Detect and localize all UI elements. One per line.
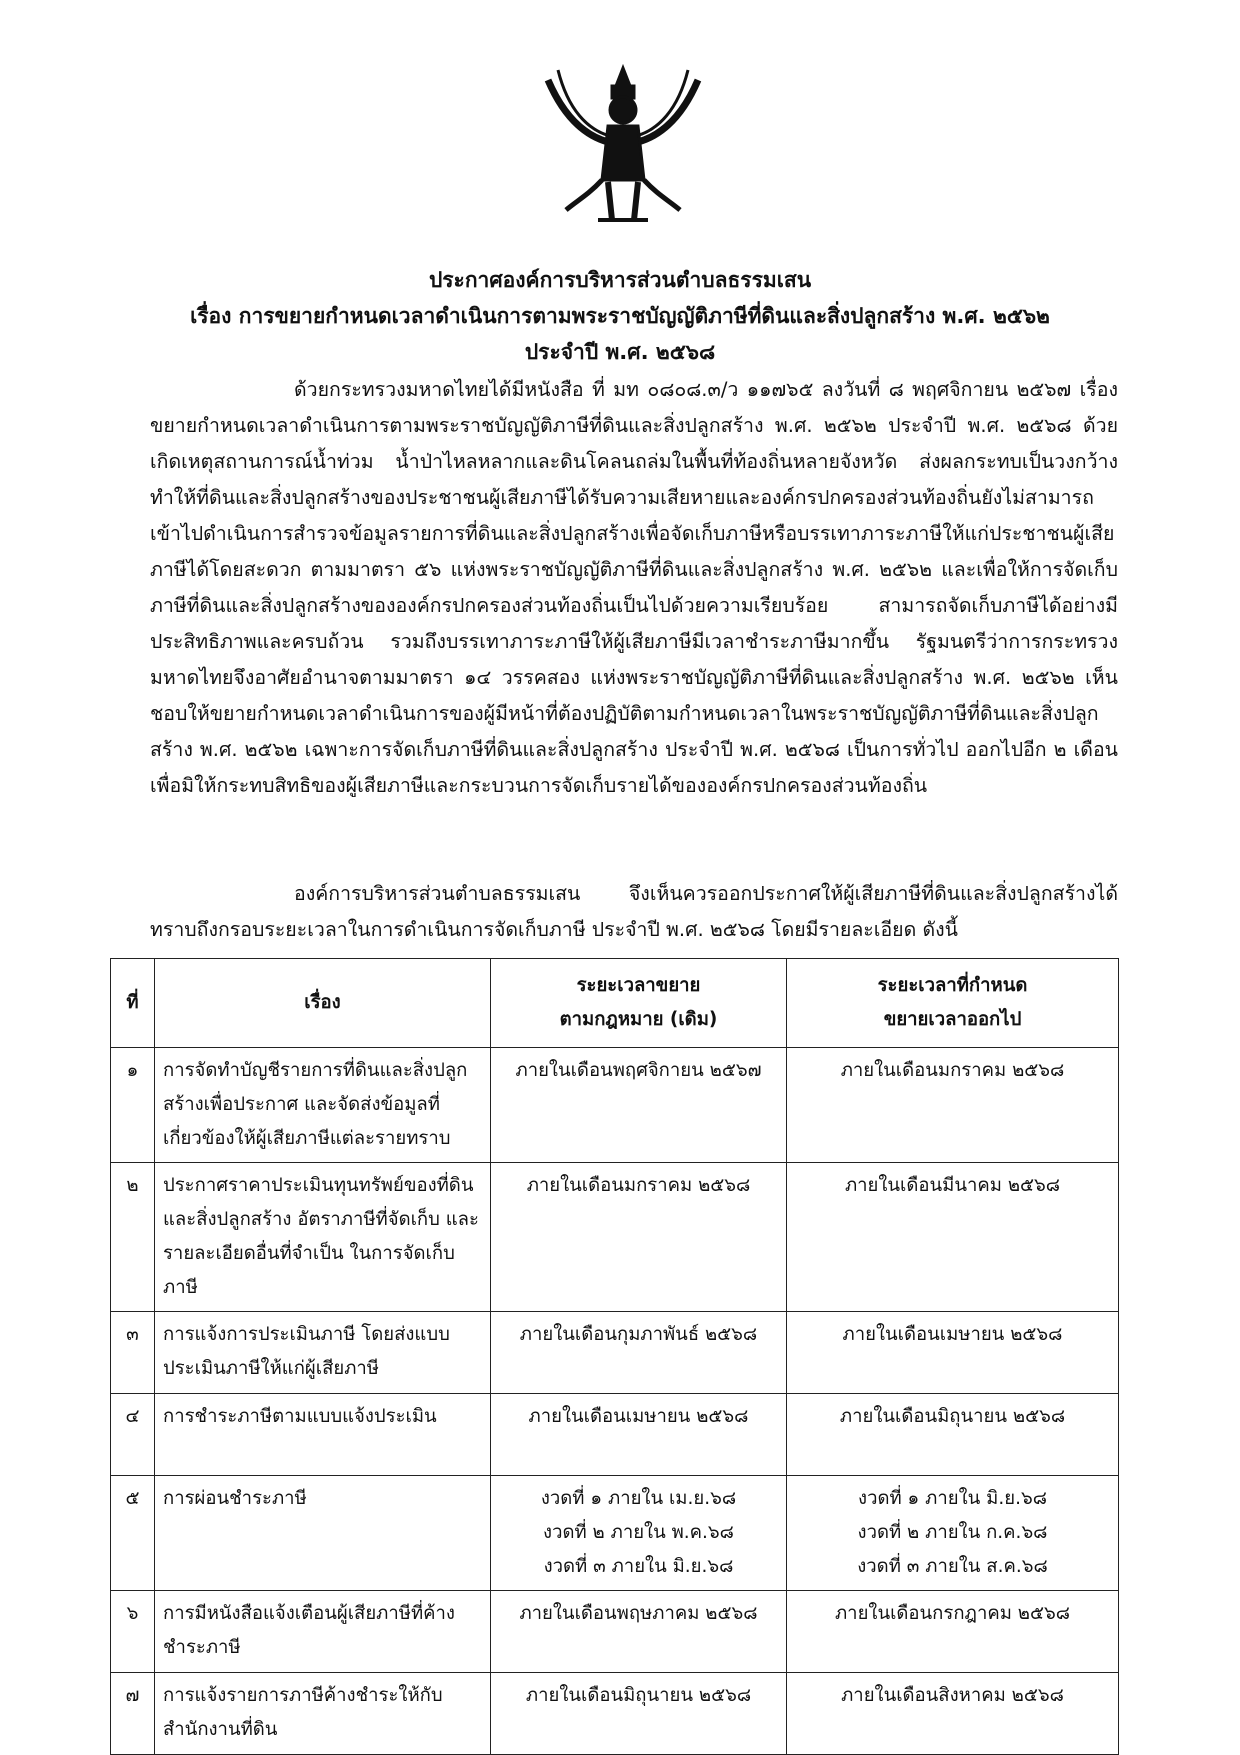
- garuda-emblem-icon: [528, 60, 718, 230]
- row-subject: การแจ้งรายการภาษีค้างชำระให้กับสำนักงานที่ดิน: [155, 1673, 491, 1755]
- row-new-period: ภายในเดือนสิงหาคม ๒๕๖๘: [787, 1673, 1119, 1755]
- row-new-period: ภายในเดือนมีนาคม ๒๕๖๘: [787, 1163, 1119, 1312]
- table-header-row: [111, 959, 1119, 1048]
- row-subject: การจัดทำบัญชีรายการที่ดินและสิ่งปลูกสร้างเพื่อประกาศ และจัดส่งข้อมูลที่เกี่ยวข้องให้ผู้เสียภาษีแต่ละรายทราบ: [155, 1048, 491, 1163]
- title-line-3: ประจำปี พ.ศ. ๒๕๖๘: [524, 340, 716, 364]
- header-old-line-1: ระยะเวลาขยาย: [576, 975, 701, 996]
- row-subject: การมีหนังสือแจ้งเตือนผู้เสียภาษีที่ค้างชำระภาษี: [155, 1591, 491, 1673]
- row-no: ๕: [111, 1476, 155, 1591]
- header-new-period: [787, 959, 1119, 1048]
- title-line-1: ประกาศองค์การบริหารส่วนตำบลธรรมเสน: [428, 268, 812, 292]
- paragraph-1-text: ด้วยกระทรวงมหาดไทยได้มีหนังสือ ที่ มท ๐๘๐๘.๓/ว ๑๑๗๖๕ ลงวันที่ ๘ พฤศจิกายน ๒๕๖๗ เรื่อง ขยายกำหนดเวลาดำเนินการตามพระราชบัญญัติภาษีที่ดินและสิ่งปลูกสร้าง พ.ศ. ๒๕๖๒ ประจำปี พ.ศ. ๒๕๖๘ ด้วยเกิดเหตุสถานการณ์น้ำท่วม น้ำป่าไหลหลากและดินโคลนถล่มในพื้นที่ท้องถิ่นหลายจังหวัด ส่งผลกระทบเป็นวงกว้างทำให้ที่ดินและสิ่งปลูกสร้างของประชาชนผู้เสียภาษีได้รับความเสียหายและองค์กรปกครองส่วนท้องถิ่นยังไม่สามารถเข้าไปดำเนินการสำรวจข้อมูลรายการที่ดินและสิ่งปลูกสร้างเพื่อจัดเก็บภาษีหรือบรรเทาภาระภาษีให้แก่ประชาชนผู้เสียภาษีได้โดยสะดวก ตามมาตรา ๕๖ แห่งพระราชบัญญัติภาษีที่ดินและสิ่งปลูกสร้าง พ.ศ. ๒๕๖๒ และเพื่อให้การจัดเก็บภาษีที่ดินและสิ่งปลูกสร้างขององค์กรปกครองส่วนท้องถิ่นเป็นไปด้วยความเรียบร้อย สามารถจัดเก็บภาษีได้อย่างมีประสิทธิภาพและครบถ้วน รวมถึงบรรเทาภาระภาษีให้ผู้เสียภาษีมีเวลาชำระภาษีมากขึ้น รัฐมนตรีว่าการกระทรวงมหาดไทยจึงอาศัยอำนาจตามมาตรา ๑๔ วรรคสอง แห่งพระราชบัญญัติภาษีที่ดินและสิ่งปลูกสร้าง พ.ศ. ๒๕๖๒ เห็นชอบให้ขยายกำหนดเวลาดำเนินการของผู้มีหน้าที่ต้องปฏิบัติตามกำหนดเวลาในพระราชบัญญัติภาษีที่ดินและสิ่งปลูกสร้าง พ.ศ. ๒๕๖๒ เฉพาะการจัดเก็บภาษีที่ดินและสิ่งปลูกสร้าง ประจำปี พ.ศ. ๒๕๖๘ เป็นการทั่วไป ออกไปอีก ๒ เดือน เพื่อมิให้กระทบสิทธิของผู้เสียภาษีและกระบวนการจัดเก็บรายได้ขององค์กรปกครองส่วนท้องถิ่น: [150, 378, 1118, 797]
- body-paragraph-2: [150, 876, 1118, 948]
- row-no: ๓: [111, 1312, 155, 1394]
- schedule-table: [110, 958, 1119, 1755]
- row-subject: การแจ้งการประเมินภาษี โดยส่งแบบประเมินภาษีให้แก่ผู้เสียภาษี: [155, 1312, 491, 1394]
- row-old-period: ภายในเดือนมิถุนายน ๒๕๖๘: [491, 1673, 787, 1755]
- header-new-line-2: ขยายเวลาออกไป: [883, 1009, 1022, 1030]
- row-no: ๖: [111, 1591, 155, 1673]
- row-old-period: [491, 1476, 787, 1591]
- row-no: ๒: [111, 1163, 155, 1312]
- row-old-period: ภายในเดือนมกราคม ๒๕๖๘: [491, 1163, 787, 1312]
- table-row: [111, 1048, 1119, 1163]
- row-new-period: ภายในเดือนกรกฎาคม ๒๕๖๘: [787, 1591, 1119, 1673]
- row-no: ๔: [111, 1394, 155, 1476]
- installment-new-1: งวดที่ ๑ ภายใน มิ.ย.๖๘: [858, 1488, 1047, 1509]
- title-line-2: เรื่อง การขยายกำหนดเวลาดำเนินการตามพระราชบัญญัติภาษีที่ดินและสิ่งปลูกสร้าง พ.ศ. ๒๕๖๒: [190, 304, 1050, 328]
- header-old-line-2: ตามกฎหมาย (เดิม): [559, 1009, 718, 1030]
- row-no: ๑: [111, 1048, 155, 1163]
- header-subject: เรื่อง: [155, 959, 491, 1048]
- row-old-period: ภายในเดือนพฤศจิกายน ๒๕๖๗: [491, 1048, 787, 1163]
- header-old-period: [491, 959, 787, 1048]
- installment-old-1: งวดที่ ๑ ภายใน เม.ย.๖๘: [540, 1488, 737, 1509]
- table-row: [111, 1673, 1119, 1755]
- row-old-period: ภายในเดือนกุมภาพันธ์ ๒๕๖๘: [491, 1312, 787, 1394]
- row-new-period: ภายในเดือนมิถุนายน ๒๕๖๘: [787, 1394, 1119, 1476]
- table-row: [111, 1476, 1119, 1591]
- row-new-period: ภายในเดือนมกราคม ๒๕๖๘: [787, 1048, 1119, 1163]
- row-subject: การผ่อนชำระภาษี: [155, 1476, 491, 1591]
- header-no: ที่: [111, 959, 155, 1048]
- row-new-period: [787, 1476, 1119, 1591]
- body-paragraph-1: [150, 372, 1118, 804]
- table-row: [111, 1312, 1119, 1394]
- row-old-period: ภายในเดือนเมษายน ๒๕๖๘: [491, 1394, 787, 1476]
- installment-old-3: งวดที่ ๓ ภายใน มิ.ย.๖๘: [543, 1556, 734, 1577]
- installment-new-2: งวดที่ ๒ ภายใน ก.ค.๖๘: [857, 1522, 1048, 1543]
- table-row: [111, 1591, 1119, 1673]
- header-new-line-1: ระยะเวลาที่กำหนด: [877, 975, 1028, 996]
- row-subject: ประกาศราคาประเมินทุนทรัพย์ของที่ดินและสิ่งปลูกสร้าง อัตราภาษีที่จัดเก็บ และรายละเอียดอื่นที่จำเป็น ในการจัดเก็บภาษี: [155, 1163, 491, 1312]
- installment-new-3: งวดที่ ๓ ภายใน ส.ค.๖๘: [857, 1556, 1048, 1577]
- row-no: ๗: [111, 1673, 155, 1755]
- installment-old-2: งวดที่ ๒ ภายใน พ.ค.๖๘: [543, 1522, 734, 1543]
- table-row: [111, 1394, 1119, 1476]
- row-subject: การชำระภาษีตามแบบแจ้งประเมิน: [155, 1394, 491, 1476]
- paragraph-2-text: องค์การบริหารส่วนตำบลธรรมเสน จึงเห็นควรออกประกาศให้ผู้เสียภาษีที่ดินและสิ่งปลูกสร้างได้ทราบถึงกรอบระยะเวลาในการดำเนินการจัดเก็บภาษี ประจำปี พ.ศ. ๒๕๖๘ โดยมีรายละเอียด ดังนี้: [150, 882, 1118, 941]
- announcement-title: [120, 262, 1120, 370]
- table-row: [111, 1163, 1119, 1312]
- row-new-period: ภายในเดือนเมษายน ๒๕๖๘: [787, 1312, 1119, 1394]
- row-old-period: ภายในเดือนพฤษภาคม ๒๕๖๘: [491, 1591, 787, 1673]
